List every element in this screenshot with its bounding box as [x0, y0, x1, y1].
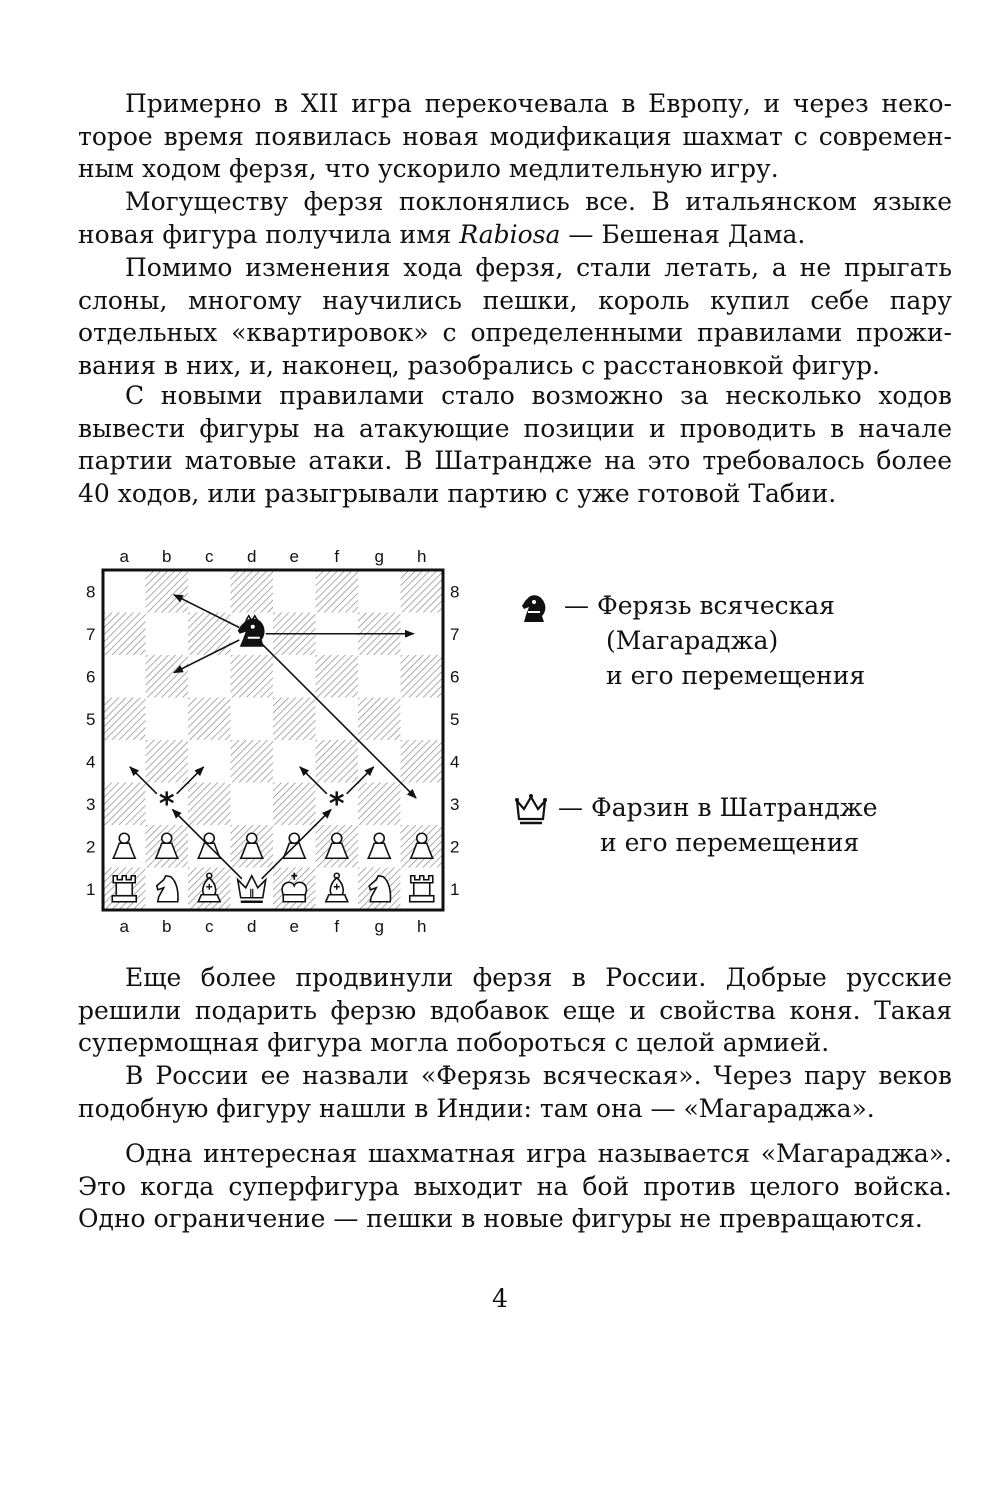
text-line: торое время появилась новая модификация шахмат с современ- [78, 121, 952, 151]
board-square-f4 [316, 740, 359, 783]
paragraph-4 [78, 380, 952, 510]
rank-label: 7 [86, 624, 96, 644]
rank-label: 1 [450, 879, 460, 899]
board-square-c8 [188, 570, 231, 613]
text-line: С новыми правилами стало возможно за несколько ходов [125, 381, 952, 410]
legend-maharaja [514, 588, 865, 693]
board-square-f6 [316, 655, 359, 698]
rank-label: 4 [86, 752, 96, 772]
board-square-c6 [188, 655, 231, 698]
file-label: a [119, 547, 129, 566]
board-square-c7 [188, 613, 231, 656]
file-label: f [334, 547, 340, 566]
board-square-g5 [358, 698, 401, 741]
text-line: партии матовые атаки. В Шатрандже на это требовалось более [78, 446, 952, 475]
text-line: Примерно в XII игра перекочевала в Европу, и через неко- [125, 89, 952, 118]
rank-label: 8 [86, 582, 96, 602]
text-line: Одна интересная шахматная игра называется «Магараджа». [125, 1139, 952, 1168]
maharaja-knight-queen-icon [514, 590, 554, 626]
chess-board [78, 540, 473, 940]
board-square-a7 [103, 613, 146, 656]
paragraph-1 [78, 88, 952, 186]
legend-line: и его перемещения [600, 828, 860, 857]
rank-label: 2 [86, 837, 96, 857]
file-label: h [417, 917, 427, 936]
text-line: Могуществу ферзя поклонялись все. В итальянском языке [125, 187, 952, 216]
svg-text:*: * [328, 786, 345, 822]
chess-diagram [78, 540, 473, 940]
paragraph-2 [78, 186, 952, 251]
rook-piece [112, 876, 136, 902]
board-square-d8 [231, 570, 274, 613]
board-square-g3 [358, 783, 401, 826]
board-square-b4 [146, 740, 189, 783]
board-square-c3 [188, 783, 231, 826]
board-square-h8 [401, 570, 444, 613]
page-number: 4 [492, 1284, 508, 1313]
file-label: c [205, 547, 214, 566]
star-piece [329, 787, 345, 822]
rank-label: 6 [450, 667, 460, 687]
rank-label: 8 [450, 582, 460, 602]
text-fragment: — Бешеная Дама. [560, 219, 806, 249]
board-square-f8 [316, 570, 359, 613]
file-label: g [374, 547, 384, 566]
file-label: d [247, 547, 257, 566]
board-square-g6 [358, 655, 401, 698]
file-label: h [417, 547, 427, 566]
board-square-b7 [146, 613, 189, 656]
text-line: Помимо изменения хода ферзя, стали летать, а не прыгать [125, 253, 952, 282]
board-square-c5 [188, 698, 231, 741]
file-label: c [205, 917, 214, 936]
rook-piece [410, 876, 434, 902]
rank-label: 5 [86, 709, 96, 729]
file-label: e [289, 547, 299, 566]
board-square-d4 [231, 740, 274, 783]
text-line: подобную фигуру нашли в Индии: там она — «Магараджа». [78, 1093, 875, 1123]
rank-label: 6 [86, 667, 96, 687]
paragraph-6 [78, 1060, 952, 1125]
text-line: ным ходом ферзя, что ускорило медлительную игру. [78, 154, 779, 183]
file-label: f [334, 917, 340, 936]
text-line: 40 ходов, или разыгрывали партию с уже готовой Табии. [78, 478, 837, 508]
file-label: e [289, 917, 299, 936]
text-line: Одно ограничение — пешки в новые фигуры не превращаются. [78, 1204, 923, 1233]
text-line: Это когда суперфигура выходит на бой против целого войска. [78, 1171, 952, 1201]
text-line: вания в них, и, наконец, разобрались с расстановкой фигур. [78, 350, 880, 380]
file-label: b [162, 547, 172, 566]
text-line: Еще более продвинули ферзя в России. Добрые русские [125, 963, 952, 992]
paragraph-7 [78, 1138, 952, 1236]
board-square-h6 [401, 655, 444, 698]
rank-label: 2 [450, 837, 460, 857]
board-square-a8 [103, 570, 146, 613]
rank-label: 7 [450, 624, 460, 644]
board-square-d6 [231, 655, 274, 698]
paragraph-5 [78, 962, 952, 1060]
file-label: d [247, 917, 257, 936]
legend-line: — Ферязь всяческая [564, 591, 835, 620]
text-line: решили подарить ферзю вдобавок еще и свойства коня. Такая [78, 995, 952, 1025]
farzin-crown-icon [514, 793, 548, 827]
board-square-b5 [146, 698, 189, 741]
rank-label: 3 [86, 794, 96, 814]
board-square-d5 [231, 698, 274, 741]
text-line: В России ее назвали «Ферязь всяческая». Через пару веков [125, 1061, 952, 1090]
rank-label: 4 [450, 752, 460, 772]
board-square-e3 [273, 783, 316, 826]
board-square-e5 [273, 698, 316, 741]
rank-label: 3 [450, 794, 460, 814]
file-label: b [162, 917, 172, 936]
board-square-a5 [103, 698, 146, 741]
star-piece [159, 787, 175, 822]
text-line: супермощная фигура могла побороться с целой армией. [78, 1028, 830, 1057]
text-line: слоны, многому научились пешки, король купил себе пару [78, 285, 952, 315]
rabiosa-word: Rabiosa [459, 219, 561, 249]
rank-label: 5 [450, 709, 460, 729]
text-line: отдельных «квартировок» с определенными правилами прожи- [78, 318, 952, 347]
board-square-a3 [103, 783, 146, 826]
svg-text:*: * [158, 786, 175, 822]
board-square-h4 [401, 740, 444, 783]
legend-line: (Магараджа) [606, 626, 779, 655]
legend-line: — Фарзин в Шатрандже [558, 793, 878, 822]
board-square-h5 [401, 698, 444, 741]
board-square-b6 [146, 655, 189, 698]
board-square-e8 [273, 570, 316, 613]
text-line: вывести фигуры на атакующие позиции и проводить в начале [78, 413, 952, 443]
paragraph-3 [78, 252, 952, 382]
file-label: g [374, 917, 384, 936]
board-square-a6 [103, 655, 146, 698]
legend-line: и его перемещения [606, 661, 866, 690]
board-square-g8 [358, 570, 401, 613]
board-square-d3 [231, 783, 274, 826]
text-fragment: новая фигура получила имя [78, 219, 460, 249]
rank-label: 1 [86, 879, 96, 899]
legend-farzin [514, 790, 878, 860]
text-line-rabiosa [78, 219, 952, 252]
board-square-b8 [146, 570, 189, 613]
file-label: a [119, 917, 129, 936]
